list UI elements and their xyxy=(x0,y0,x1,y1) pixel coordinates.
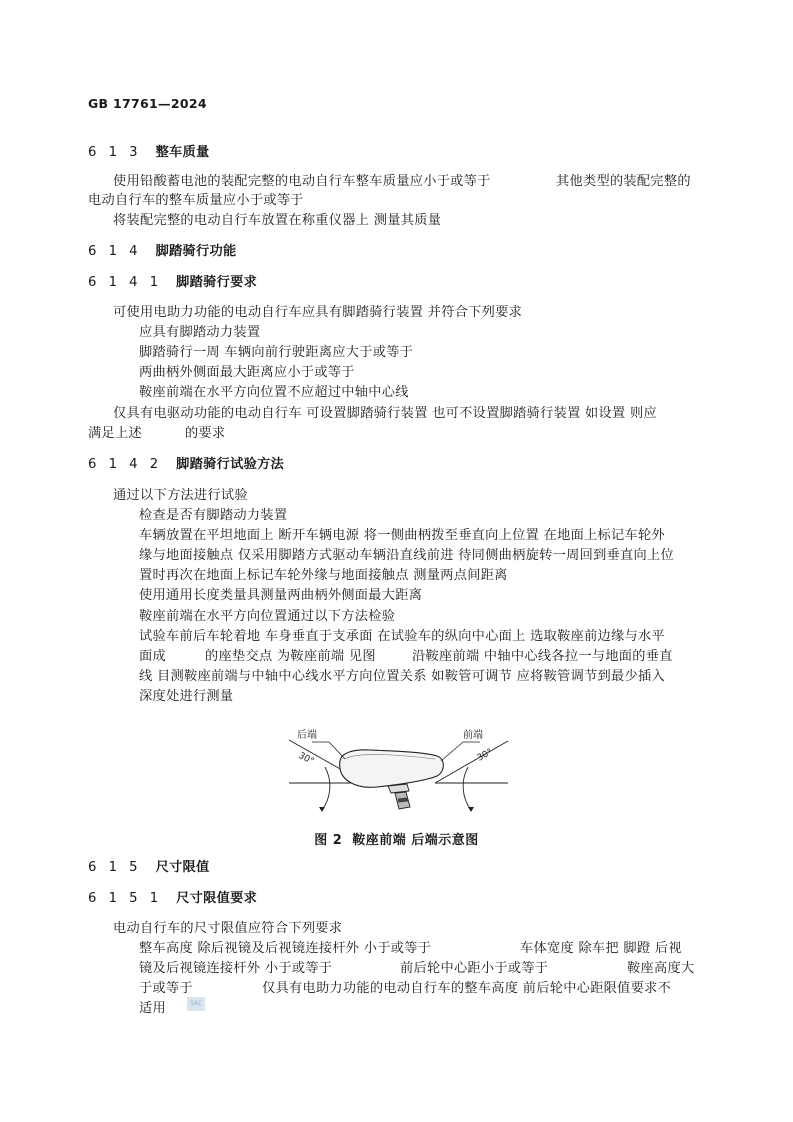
tangent-line-right xyxy=(435,741,508,783)
list-item: 鞍座前端在水平方向位置不应超过中轴中心线 xyxy=(139,385,409,400)
label-front: 前端 xyxy=(463,730,483,741)
angle-arc-left xyxy=(322,767,330,810)
section-heading-6151 xyxy=(88,892,257,905)
list-item: 面成 xyxy=(139,649,166,664)
section-title: 尺寸限值 xyxy=(155,860,210,875)
section-heading-613 xyxy=(88,146,210,159)
watermark-stamp: SAC xyxy=(187,997,205,1011)
leader-line-front-slope xyxy=(441,742,463,761)
list-item: 的座垫交点 为鞍座前端 见图 xyxy=(205,649,376,664)
section-number: 6 1 5 1 xyxy=(88,891,163,906)
list-item: 试验车前后车轮着地 车身垂直于支承面 在试验车的纵向中心面上 选取鞍座前边缘与水平 xyxy=(139,629,665,644)
arrow-left xyxy=(319,807,325,812)
section-title: 尺寸限值要求 xyxy=(176,891,258,906)
figure-caption xyxy=(0,829,793,848)
list-item: 使用通用长度类量具测量两曲柄外侧面最大距离 xyxy=(139,588,423,603)
section-title: 整车质量 xyxy=(155,145,210,160)
angle-label-left: 30° xyxy=(296,750,316,768)
paragraph-line: 其他类型的装配完整的 xyxy=(556,174,691,189)
list-item: 车辆放置在平坦地面上 断开车辆电源 将一侧曲柄拨至垂直向上位置 在地面上标记车轮外 xyxy=(139,528,665,543)
section-number: 6 1 4 xyxy=(88,244,142,259)
label-rear: 后端 xyxy=(297,730,317,741)
section-heading-614 xyxy=(88,245,237,258)
section-number: 6 1 3 xyxy=(88,145,142,160)
paragraph-line: 通过以下方法进行试验 xyxy=(113,488,248,503)
list-item: 镜及后视镜连接杆外 小于或等于 xyxy=(139,961,333,976)
paragraph-line: 将装配完整的电动自行车放置在称重仪器上 测量其质量 xyxy=(113,213,442,228)
paragraph-line: 使用铅酸蓄电池的装配完整的电动自行车整车质量应小于或等于 xyxy=(113,174,491,189)
section-number: 6 1 4 1 xyxy=(88,275,163,290)
list-item: 线 目测鞍座前端与中轴中心线水平方向位置关系 如鞍管可调节 应将鞍管调节到最少插入 xyxy=(139,669,665,684)
list-item: 车体宽度 除车把 脚蹬 后视 xyxy=(520,941,682,956)
list-item: 两曲柄外侧面最大距离应小于或等于 xyxy=(139,365,355,380)
list-item: 沿鞍座前端 中轴中心线各拉一与地面的垂直 xyxy=(412,649,673,664)
section-heading-615 xyxy=(88,861,210,874)
list-item: 前后轮中心距小于或等于 xyxy=(400,961,549,976)
list-item: 检查是否有脚踏动力装置 xyxy=(139,508,288,523)
paragraph-line: 电动自行车的整车质量应小于或等于 xyxy=(88,193,304,208)
list-item: 适用 xyxy=(139,1001,166,1016)
list-item: 脚踏骑行一周 车辆向前行驶距离应大于或等于 xyxy=(139,345,414,360)
angle-label-right: 30° xyxy=(475,747,495,764)
figure-title: 鞍座前端 后端示意图 xyxy=(352,833,479,848)
list-item: 置时再次在地面上标记车轮外缘与地面接触点 测量两点间距离 xyxy=(139,568,508,583)
list-item: 深度处进行测量 xyxy=(139,689,234,704)
section-heading-6142 xyxy=(88,458,284,471)
list-item: 于或等于 xyxy=(139,981,193,996)
list-item: 仅具有电助力功能的电动自行车的整车高度 前后轮中心距限值要求不 xyxy=(262,981,672,996)
list-item: 应具有脚踏动力装置 xyxy=(139,325,261,340)
section-title: 脚踏骑行试验方法 xyxy=(176,457,285,472)
paragraph-line: 满足上述 xyxy=(88,426,142,441)
paragraph-line: 的要求 xyxy=(185,426,226,441)
leader-line-rear-slope xyxy=(329,742,345,759)
figure-number: 图 2 xyxy=(314,833,343,848)
angle-arc-right xyxy=(463,767,471,810)
paragraph-line: 仅具有电驱动功能的电动自行车 可设置脚踏骑行装置 也可不设置脚踏骑行装置 如设置 则应 xyxy=(113,406,657,421)
page-header: GB 17761—2024 xyxy=(88,96,207,111)
list-item: 鞍座前端在水平方向位置通过以下方法检验 xyxy=(139,609,396,624)
paragraph-line: 可使用电助力功能的电动自行车应具有脚踏骑行装置 并符合下列要求 xyxy=(113,305,523,320)
section-title: 脚踏骑行要求 xyxy=(176,275,258,290)
list-item: 整车高度 除后视镜及后视镜连接杆外 小于或等于 xyxy=(139,941,432,956)
section-title: 脚踏骑行功能 xyxy=(155,244,237,259)
section-number: 6 1 4 2 xyxy=(88,457,163,472)
list-item: 缘与地面接触点 仅采用脚踏方式驱动车辆沿直线前进 待同侧曲柄旋转一周回到垂直向上位 xyxy=(139,548,674,563)
section-heading-6141 xyxy=(88,276,257,289)
arrow-right xyxy=(468,807,474,812)
saddle-diagram xyxy=(285,730,510,819)
paragraph-line: 电动自行车的尺寸限值应符合下列要求 xyxy=(113,921,343,936)
list-item: 鞍座高度大 xyxy=(627,961,695,976)
section-number: 6 1 5 xyxy=(88,860,142,875)
